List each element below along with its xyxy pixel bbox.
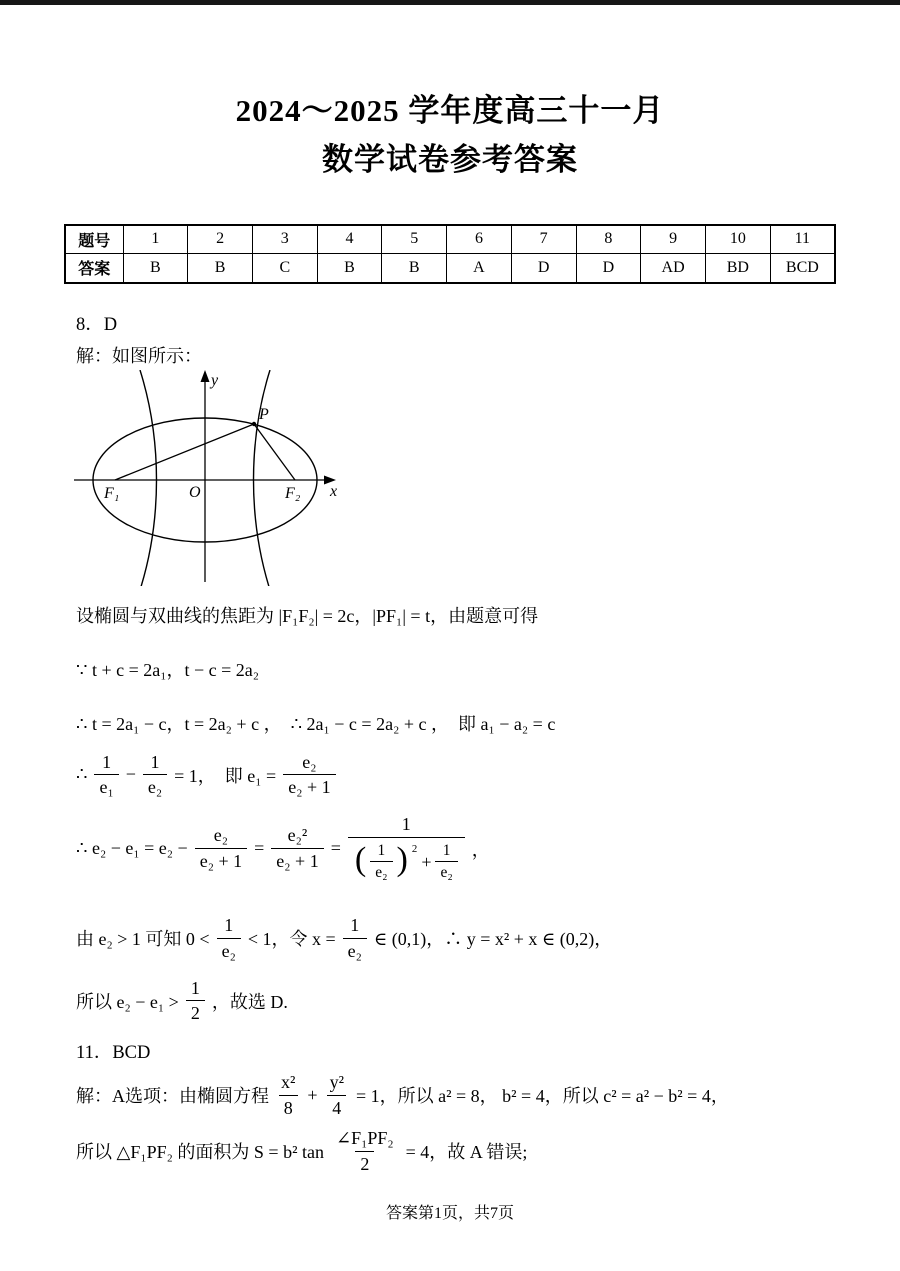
fraction-numerator: 1	[442, 841, 451, 859]
fraction	[325, 1072, 349, 1118]
answer-row-label: 答案	[65, 254, 123, 283]
label-focus-f1: F₁	[104, 484, 120, 502]
question-number-5: 5	[382, 225, 447, 254]
question-number-7: 7	[511, 225, 576, 254]
q11-heading: 11．BCD	[76, 1042, 151, 1063]
fraction-denominator: e₂	[343, 938, 367, 962]
question-number-row	[65, 225, 835, 254]
scan-artifact-top-edge	[0, 0, 900, 5]
formula-text: ，故选 D.	[211, 991, 288, 1012]
fraction	[435, 842, 457, 883]
fraction-denominator: 4	[327, 1095, 346, 1119]
document-title-line2: 数学试卷参考答案	[322, 141, 578, 177]
question-row-label: 题号	[65, 225, 123, 254]
formula-line-eccentricity-relation	[76, 752, 900, 798]
question-number-11: 11	[770, 225, 835, 254]
fraction	[276, 1072, 300, 1118]
q8-heading: 8．D	[76, 314, 118, 335]
page-footer: 答案第1页，共7页	[385, 1205, 514, 1222]
answer-table	[64, 224, 836, 284]
answer-6: A	[447, 254, 512, 283]
document-title-line1: 2024～2025 学年度高三十一月	[235, 93, 665, 128]
exponent: 2	[411, 842, 418, 855]
question-number-1: 1	[123, 225, 188, 254]
formula-text: ∴	[76, 764, 88, 785]
question-number-10: 10	[705, 225, 770, 254]
answer-4: B	[317, 254, 382, 283]
formula-text: = 4，故 A 错误;	[405, 1142, 528, 1163]
label-point-p: P	[259, 405, 269, 423]
formula-text: 由 e₂ > 1 可知 0 <	[76, 929, 210, 950]
fraction-numerator: 1	[377, 841, 386, 859]
fraction-numerator: 1	[401, 813, 411, 834]
solution-body	[0, 310, 900, 1175]
nested-fraction	[348, 814, 465, 883]
question-number-8: 8	[576, 225, 641, 254]
formula-text: < 1，令 x =	[247, 929, 336, 950]
q8-solution-intro: 解：如图所示：	[76, 345, 202, 366]
left-paren: (	[354, 840, 367, 878]
fraction-denominator: e₂ + 1	[283, 774, 335, 798]
question-number-9: 9	[641, 225, 706, 254]
point-p-dot	[252, 421, 256, 425]
hyperbola-right-branch	[254, 370, 271, 586]
question-number-3: 3	[252, 225, 317, 254]
formula-text: −	[125, 764, 136, 785]
question-number-4: 4	[317, 225, 382, 254]
fraction	[143, 752, 167, 798]
fraction-numerator: y²	[329, 1071, 344, 1092]
answer-8: D	[576, 254, 641, 283]
fraction-denominator	[348, 837, 465, 884]
formula-text: =	[254, 838, 265, 859]
fraction-numerator: e₂	[213, 825, 229, 846]
label-origin-o: O	[189, 483, 201, 501]
formula-text: ，	[471, 839, 490, 860]
y-axis-arrow	[201, 370, 210, 382]
answer-2: B	[188, 254, 253, 283]
formula-text: = 1，所以 a² = 8， b² = 4，所以 c² = a² − b² = 4，	[355, 1086, 729, 1107]
formula-text: 所以 △F₁PF₂ 的面积为 S = b² tan	[76, 1142, 324, 1163]
q11-formula-line-area	[76, 1128, 900, 1174]
fraction-numerator: x²	[281, 1071, 296, 1092]
fraction-denominator: e₂ + 1	[195, 848, 247, 872]
fraction	[271, 825, 323, 871]
fraction	[343, 915, 367, 961]
formula-line-conclusion	[76, 978, 900, 1024]
fraction	[186, 978, 205, 1024]
formula-line-e2-minus-e1	[76, 814, 900, 883]
fraction-denominator: e₁	[94, 774, 118, 798]
ellipse-hyperbola-figure	[70, 370, 370, 586]
label-y-axis: y	[211, 371, 219, 389]
answer-5: B	[382, 254, 447, 283]
question-number-6: 6	[447, 225, 512, 254]
label-focus-f2: F₂	[285, 484, 301, 502]
formula-line-range	[76, 915, 900, 961]
fraction-denominator: 2	[355, 1151, 374, 1175]
formula-text: 所以 e₂ − e₁ >	[76, 991, 179, 1012]
hyperbola-left-branch	[140, 370, 157, 586]
fraction-numerator: 1	[190, 977, 200, 998]
fraction-denominator: e₂ + 1	[271, 848, 323, 872]
answer-3: C	[252, 254, 317, 283]
right-paren: )	[396, 840, 408, 878]
plus-sign: +	[421, 851, 432, 872]
formula-text: ∴ e₂ − e₁ = e₂ −	[76, 838, 188, 859]
fraction-denominator: e₂	[435, 861, 457, 882]
fraction-denominator: 8	[279, 1095, 298, 1119]
fraction	[94, 752, 118, 798]
fraction-numerator: 1	[224, 915, 234, 936]
formula-text: 解：A选项：由椭圆方程	[76, 1086, 269, 1107]
answer-7: D	[511, 254, 576, 283]
fraction-denominator: e₂	[143, 774, 167, 798]
answer-10: BD	[705, 254, 770, 283]
fraction-denominator: e₂	[217, 938, 241, 962]
answer-1: B	[123, 254, 188, 283]
fraction-numerator: e₂²	[287, 825, 308, 846]
fraction	[283, 752, 335, 798]
fraction	[195, 825, 247, 871]
fraction-numerator: 1	[150, 751, 160, 772]
fraction	[217, 915, 241, 961]
answer-row	[65, 254, 835, 283]
segment-f1-to-p	[115, 424, 254, 480]
fraction	[331, 1128, 399, 1174]
fraction	[370, 842, 392, 883]
formula-line-because: ∵ t + c = 2a₁，t − c = 2a₂	[76, 659, 260, 680]
fraction-numerator: ∠F₁PF₂	[335, 1128, 394, 1149]
segment-p-to-f2	[254, 424, 295, 480]
answer-9: AD	[641, 254, 706, 283]
formula-text: ∈ (0,1)，∴ y = x² + x ∈ (0,2)，	[373, 929, 613, 950]
fraction-numerator: 1	[350, 915, 360, 936]
fraction-denominator: e₂	[370, 861, 392, 882]
answer-11: BCD	[770, 254, 835, 283]
fraction-denominator: 2	[186, 1000, 205, 1024]
formula-text: = 1， 即 e₁ =	[174, 765, 277, 786]
formula-text: +	[307, 1084, 318, 1105]
formula-text: =	[330, 838, 341, 859]
fraction-numerator: 1	[102, 751, 112, 772]
question-number-2: 2	[188, 225, 253, 254]
formula-line-setup: 设椭圆与双曲线的焦距为 |F₁F₂| = 2c，|PF₁| = t，由题意可得	[76, 605, 539, 626]
q11-formula-line-ellipse-equation	[76, 1072, 900, 1118]
fraction-numerator: e₂	[302, 751, 317, 772]
label-x-axis: x	[330, 482, 338, 500]
formula-line-therefore: ∴ t = 2a₁ − c，t = 2a₂ + c ， ∴ 2a₁ − c = 2a₂ + c ， 即 a₁ − a₂ = c	[76, 713, 556, 734]
